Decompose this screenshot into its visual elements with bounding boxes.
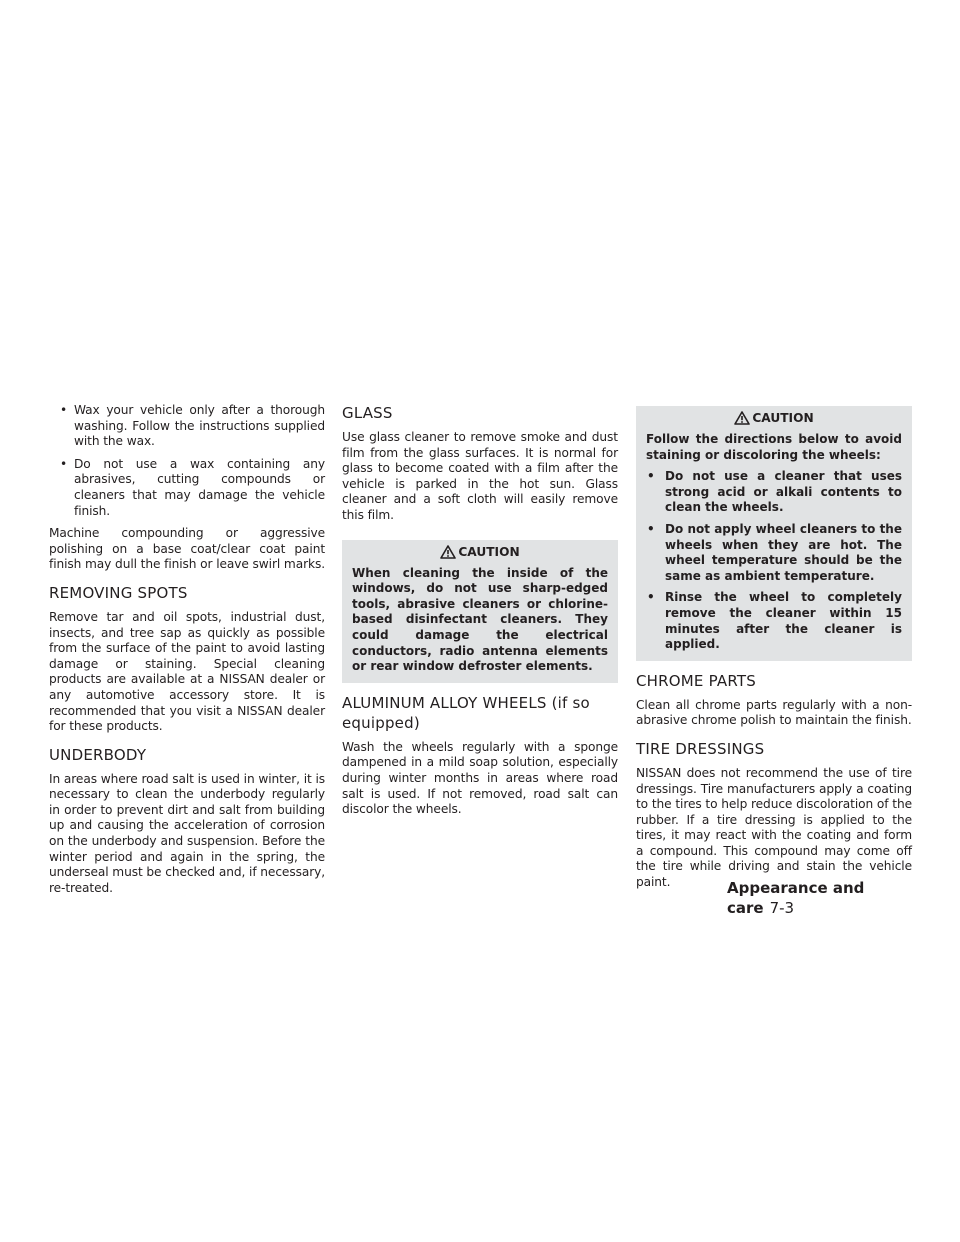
warning-triangle-icon [734,411,750,425]
list-item: • Rinse the wheel to completely remove the cleaner within 15 minutes after the cleaner is applied. [647,590,902,652]
caution-intro: Follow the directions below to avoid staining or discoloring the wheels: [646,432,902,462]
aluminum-wheels-paragraph: Wash the wheels regularly with a sponge dampened in a mild soap solution, especially during winter months in areas where road salt is used. If not removed, road salt can discolor the wheels. [342,739,618,817]
caution-list [638,469,910,653]
wax-bullet-list [49,403,325,519]
page-footer [727,878,927,918]
chapter-title: Appearance and care [727,879,865,917]
list-item: • Do not use a wax containing any abrasives, cutting compounds or cleaners that may damage the vehicle finish. [60,456,325,518]
list-item: • Do not use a cleaner that uses strong acid or alkali contents to clean the wheels. [647,469,902,515]
aluminum-wheels-heading: ALUMINUM ALLOY WHEELS (if so equipped) [342,693,590,732]
underbody-heading: UNDERBODY [49,745,147,764]
removing-spots-paragraph: Remove tar and oil spots, industrial dust, insects, and tree sap as quickly as possible from the surface of the paint to avoid lasting damage or staining. Special cleaning products are available at a NISSAN dealer or any automotive accessory store. It is recommended that you visit a NISSAN dealer for these products. [49,609,325,734]
caution-label: CAUTION [752,411,814,425]
column-right [636,403,912,898]
glass-caution-box [342,540,618,683]
chrome-parts-heading: CHROME PARTS [636,671,756,690]
warning-triangle-icon [440,545,456,559]
removing-spots-heading: REMOVING SPOTS [49,583,188,602]
caution-text: When cleaning the inside of the windows, do not use sharp-edged tools, abrasive cleaners or chlorine-based disinfectant cleaners. They could damage the electrical conductors, radio antenna elements or rear window defroster elements. [352,565,608,674]
page-number: 7-3 [769,899,795,917]
glass-heading: GLASS [342,404,393,422]
caution-header [344,544,616,560]
caution-label: CAUTION [458,544,520,559]
chrome-parts-paragraph: Clean all chrome parts regularly with a non-abrasive chrome polish to maintain the finish. [636,697,912,728]
column-middle [342,403,618,825]
tire-dressings-paragraph: NISSAN does not recommend the use of tire dressings. Tire manufacturers apply a coating to the tires to help reduce discoloration of the rubber. If a tire dressing is applied to the tires, it may react with the coating and form a compound. This compound may come off the tire while driving and stain the vehicle paint. [636,765,912,890]
wheels-caution-box [636,406,912,661]
list-item: • Wax your vehicle only after a thorough washing. Follow the instructions supplied with the wax. [60,403,325,449]
tire-dressings-heading: TIRE DRESSINGS [636,739,765,758]
list-item: • Do not apply wheel cleaners to the wheels when they are hot. The wheel temperature should be the same as ambient temperature. [647,521,902,583]
machine-compounding-paragraph: Machine compounding or aggressive polishing on a base coat/clear coat paint finish may dull the finish or leave swirl marks. [49,526,325,572]
glass-paragraph: Use glass cleaner to remove smoke and dust film from the glass surfaces. It is normal for glass to become coated with a film after the vehicle is parked in the hot sun. Glass cleaner and a soft cloth will easily remove this film. [342,430,618,522]
column-left [49,403,325,903]
caution-header [638,410,910,426]
underbody-paragraph: In areas where road salt is used in winter, it is necessary to clean the underbody regularly in order to prevent dirt and salt from building up and causing the acceleration of corrosion on the underbody and suspension. Before the winter period and again in the spring, the underseal must be checked and, if necessary, re-treated. [49,771,325,895]
